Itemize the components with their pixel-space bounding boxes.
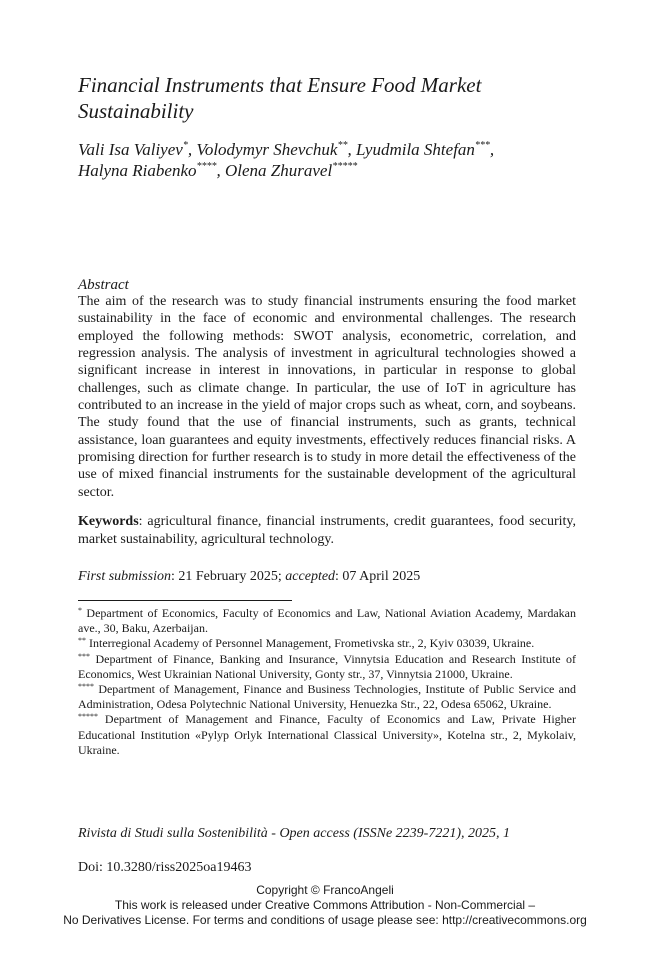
footnote-mark: ***** — [78, 712, 98, 722]
footnote — [78, 636, 576, 651]
author-mark: * — [182, 140, 188, 151]
keywords-label: Keywords — [78, 514, 139, 529]
author-mark: ** — [337, 140, 348, 151]
first-submission-label: First submission — [78, 569, 171, 584]
author-name: Olena Zhuravel — [225, 161, 333, 180]
footnote-mark: * — [78, 606, 82, 615]
footnote-mark: *** — [78, 651, 90, 661]
accepted-date: : 07 April 2025 — [335, 569, 421, 584]
footnote-text: Department of Finance, Banking and Insurance, Vinnytsia Education and Research Institute of Economics, West Ukrainian National University, Gonty str., 37, Vinnytsia 21000, Ukraine. — [78, 651, 576, 681]
doi: Doi: 10.3280/riss2025oa19463 — [78, 860, 252, 875]
journal-citation: Rivista di Studi sulla Sostenibilità - Open access (ISSNe 2239-7221), 2025, 1 — [78, 826, 511, 841]
footnote-mark: **** — [78, 682, 94, 692]
keywords-text: : agricultural finance, financial instruments, credit guarantees, food security, market sustainability, agricultural technology. — [78, 514, 576, 547]
author-name: Halyna Riabenko — [78, 161, 197, 180]
footnote-text: Interregional Academy of Personnel Management, Frometivska str., 2, Kyiv 03039, Ukraine. — [86, 636, 535, 651]
footnote — [78, 712, 576, 758]
abstract-heading: Abstract — [78, 277, 129, 293]
footnote-text: Department of Management, Finance and Business Technologies, Institute of Public Service and Administration, Odesa Polytechnic National University, Henuezka Str., 22, Odesa 65062, Ukraine. — [78, 682, 576, 712]
copyright-notice — [0, 883, 650, 928]
author-name: Volodymyr Shevchuk — [196, 140, 338, 159]
submission-dates — [78, 568, 576, 586]
footnote-divider — [78, 600, 292, 601]
author-separator: , — [187, 140, 197, 159]
first-submission-date: : 21 February 2025; — [170, 569, 286, 584]
footnote — [78, 606, 576, 636]
author-name: Vali Isa Valiyev — [78, 140, 183, 159]
author-separator: , — [347, 140, 356, 159]
paper-title: Financial Instruments that Ensure Food Market Sustainability — [78, 73, 482, 123]
footnote-mark: ** — [78, 636, 86, 646]
author-mark: *** — [474, 140, 490, 151]
author-separator: , — [216, 161, 225, 180]
footnote-text: Department of Economics, Faculty of Economics and Law, National Aviation Academy, Mardakan ave., 30, Baku, Azerbaijan. — [78, 606, 576, 636]
footnote — [78, 682, 576, 712]
footnote-text: Department of Management and Finance, Faculty of Economics and Law, Private Higher Educational Institution «Pylyp Orlyk International Classical University», Kotelna str., 2, Mykolaiv, Ukraine. — [78, 712, 576, 757]
footnote — [78, 652, 576, 682]
accepted-label: accepted — [285, 569, 336, 584]
footnotes — [78, 606, 576, 758]
copyright-line: Copyright © FrancoAngeli — [256, 883, 394, 897]
license-link-line: No Derivatives License. For terms and conditions of usage please see: http://creativecommons.org — [63, 913, 587, 927]
keywords — [78, 513, 576, 549]
author-list — [78, 139, 576, 181]
author-name: Lyudmila Shtefan — [355, 140, 475, 159]
license-line: This work is released under Creative Commons Attribution - Non-Commercial – — [114, 898, 536, 912]
abstract-text: The aim of the research was to study financial instruments ensuring the food market sustainability in the face of economic and environmental challenges. The research employed the following methods: SWOT analysis, econometric, correlation, and regression analysis. The analysis of investment in agricultural technologies showed a significant increase in interest in innovations, in particular in response to global challenges, such as climate change. In particular, the use of IoT in agriculture has contributed to an increase in the yield of major crops such as wheat, corn, and soybeans. The study found that the use of financial instruments, such as grants, technical assistance, loan guarantees and equity investments, effectively reduces financial risks. A promising direction for further research is to study in more detail the effectiveness of the use of mixed financial instruments for the sustainable development of the agricultural sector. — [78, 294, 576, 500]
author-mark: **** — [196, 161, 217, 172]
author-separator: , — [489, 140, 495, 159]
author-mark: ***** — [332, 161, 358, 172]
